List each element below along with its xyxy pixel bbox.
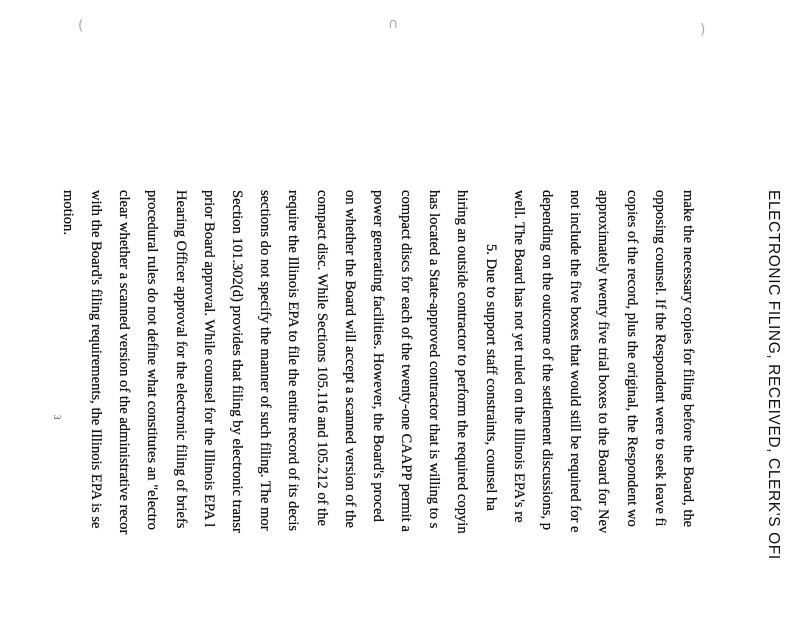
- text-line: motion.: [59, 190, 76, 235]
- text-line: compact discs for each of the twenty-one CAAPP permit a: [398, 190, 415, 532]
- text-line: with the Board's filing requirements, the Illinois EPA is se: [88, 190, 105, 529]
- text-line: compact disc. While Sections 105.116 and 105.212 of the: [313, 190, 330, 526]
- text-line: approximately twenty five trial boxes to the Board for Nev: [595, 190, 612, 534]
- paragraph-5-start: 5. Due to support staff constraints, counsel ha: [482, 244, 499, 511]
- text-line: well. The Board has not yet ruled on the Illinois EPA's re: [510, 190, 527, 523]
- punch-hole-mark: ∩: [388, 16, 399, 32]
- text-line: prior Board approval. While counsel for the Illinois EPA l: [200, 190, 217, 528]
- text-line: has located a State-approved contractor that is willing to s: [426, 190, 443, 529]
- text-line: opposing counsel. If the Respondent were to seek leave fi: [651, 190, 668, 527]
- text-line: Hearing Officer approval for the electronic filing of briefs: [172, 190, 189, 529]
- text-line: on whether the Board will accept a scanned version of the: [341, 190, 358, 528]
- text-line: clear whether a scanned version of the administrative recor: [116, 190, 133, 535]
- page-number: 3: [52, 415, 62, 420]
- text-line: Section 101.302(d) provides that filing by electronic transr: [229, 190, 245, 533]
- text-line: copies of the record, plus the original, the Respondent wo: [623, 190, 640, 527]
- text-line: sections do not specify the manner of such filing. The mor: [257, 190, 274, 531]
- body-text: [54, 190, 702, 618]
- text-line: procedural rules do not define what constitutes an "electro: [144, 190, 161, 530]
- text-line: make the necessary copies for filing before the Board, the: [680, 190, 696, 528]
- text-line: not include the five boxes that would still be required for e: [567, 190, 584, 533]
- text-line: hiring an outside contractor to perform the required copyin: [454, 190, 471, 534]
- punch-hole-mark: (: [78, 18, 84, 34]
- text-line: require the Illinois EPA to file the entire record of its decis: [285, 190, 302, 532]
- filing-stamp-header: ELECTRONIC FILING, RECEIVED, CLERK'S OFI: [765, 190, 782, 560]
- text-line: depending on the outcome of the settlement discussions, p: [539, 190, 556, 531]
- punch-hole-mark: ): [700, 22, 706, 38]
- text-line: power generating facilities. However, the Board's proced: [369, 190, 386, 522]
